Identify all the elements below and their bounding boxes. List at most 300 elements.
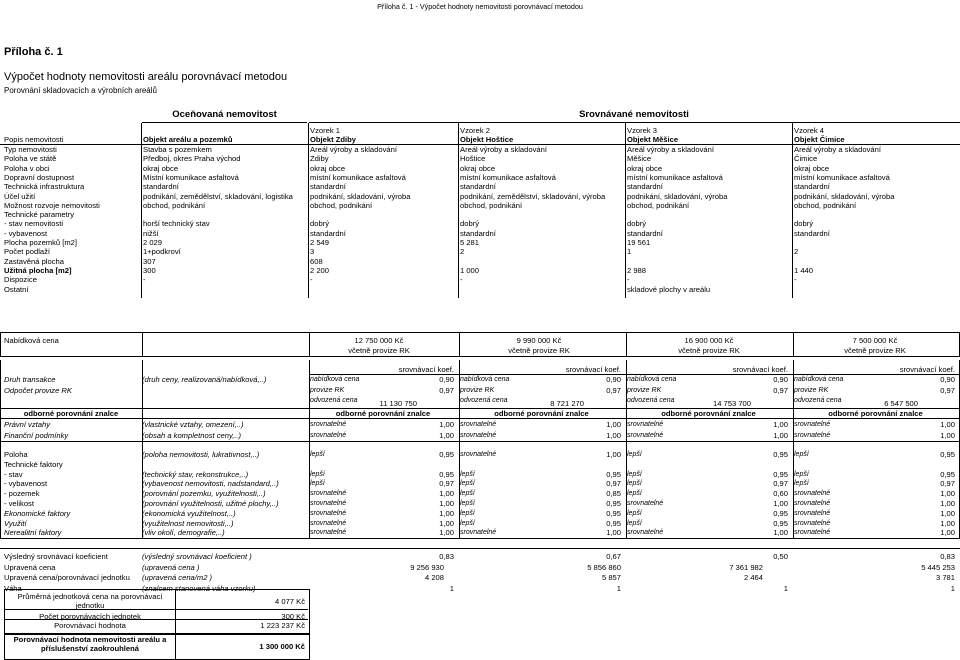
sample-assessment: lepší: [794, 480, 809, 488]
sample-adjust-text: nabídková cena: [460, 376, 510, 383]
derived-price: 6 547 500: [884, 399, 918, 408]
summary-value: 4 077 Kč: [275, 597, 305, 606]
desc-value: Místní komunikace asfaltová: [143, 172, 239, 182]
desc-value: standardní: [310, 182, 346, 192]
rule-line: [626, 332, 627, 356]
sample-assessment: lepší: [794, 451, 809, 458]
sample-coef: 1,00: [439, 489, 454, 499]
sample-label: Vzorek 1: [310, 126, 340, 135]
desc-value: standardní: [460, 228, 496, 238]
adjust-desc: (vybavenost nemovitosti, nadstandard,..): [142, 479, 279, 489]
coef-header: srovnávací koef.: [899, 365, 955, 374]
rule-line: [0, 332, 960, 333]
sample-assessment: lepší: [460, 509, 475, 517]
adjust-label: Odpočet provize RK: [4, 385, 72, 395]
result-value: 0,50: [773, 552, 788, 561]
sample-coef: 1,00: [606, 450, 621, 459]
coef-header: srovnávací koef.: [565, 365, 621, 374]
desc-value: Areál výroby a skladování: [627, 145, 714, 154]
sample-assessment: srovnatelné: [794, 500, 831, 507]
summary-value: 1 223 237 Kč: [260, 621, 305, 630]
desc-value: -: [143, 275, 146, 285]
rule-line: [0, 356, 960, 357]
adjust-label: Ekonomické faktory: [4, 508, 71, 518]
sample-assessment: srovnatelné: [794, 509, 831, 517]
desc-value: standardní: [310, 228, 346, 238]
desc-value: standardní: [627, 228, 663, 238]
sample-coef: 0,90: [606, 375, 621, 384]
sample-coef: 0,95: [439, 469, 454, 479]
sample-assessment: lepší: [310, 470, 325, 478]
offer-price: 16 900 000 Kč: [684, 336, 734, 345]
coef-header: srovnávací koef.: [398, 365, 454, 374]
sample-coef: 0,95: [606, 499, 621, 508]
result-value: 9 256 930: [410, 562, 444, 572]
rule-line: [625, 123, 626, 298]
sample-label: Vzorek 3: [627, 126, 657, 135]
desc-value: 1+podkroví: [143, 247, 181, 257]
desc-value: podnikání, skladování, výroba: [627, 191, 728, 201]
result-value: 5 856 860: [587, 562, 621, 572]
sample-coef: 0,97: [439, 385, 454, 395]
desc-value: místní komunikace asfaltová: [627, 172, 723, 182]
derived-price: 8 721 270: [550, 399, 584, 408]
sample-assessment: lepší: [460, 519, 475, 527]
desc-value: 2 200: [310, 265, 330, 275]
desc-value: Čimice: [794, 154, 818, 164]
sample-coef: 1,00: [439, 518, 454, 528]
sample-assessment: srovnatelné: [310, 500, 347, 507]
desc-value: podnikání, skladování, výroba: [794, 191, 895, 201]
result-value: 1: [950, 583, 955, 593]
desc-label: Poloha ve státě: [4, 154, 57, 164]
sample-coef: 1,00: [940, 499, 955, 508]
sample-coef: 1,00: [439, 499, 454, 508]
desc-value: okraj obce: [794, 163, 830, 173]
result-value: 1: [616, 583, 621, 593]
offer-note: včetně provize RK: [348, 346, 410, 355]
desc-label: Dopravní dostupnost: [4, 172, 75, 182]
offer-price: 7 500 000 Kč: [852, 336, 898, 345]
desc-value: obchod, podnikání: [627, 200, 690, 210]
rule-line: [0, 548, 960, 549]
desc-label: Poloha v obci: [4, 163, 50, 173]
sample-adjust-text: provize RK: [794, 386, 829, 394]
desc-value: Měšice: [627, 154, 652, 164]
result-value: 5 857: [601, 573, 621, 582]
adjust-label: - vybavenost: [4, 479, 48, 489]
desc-value: dobrý: [794, 219, 813, 229]
desc-label: Možnost rozvoje nemovitosti: [4, 200, 100, 210]
sample-adjust-text: odvozená cena: [627, 397, 675, 404]
result-label: Upravená cena: [4, 562, 56, 572]
sample-assessment: srovnatelné: [627, 500, 664, 507]
sample-assessment: srovnatelné: [460, 421, 497, 428]
desc-value: podnikání, zemědělství, skladování, logistika: [143, 191, 293, 201]
rule-line: [309, 332, 310, 356]
sample-coef: 1,00: [940, 528, 955, 538]
adjust-label: Nerealitní faktory: [4, 528, 62, 538]
expert-label: odborné porovnání znalce: [494, 409, 589, 418]
result-value: 2 464: [743, 573, 763, 582]
result-value: 1: [449, 583, 454, 593]
rule-line: [4, 619, 308, 620]
desc-value: 1: [627, 247, 632, 257]
sample-coef: 0,95: [606, 518, 621, 528]
sample-coef: 0,97: [606, 479, 621, 489]
desc-value: 19 561: [627, 238, 651, 247]
desc-value: standardní: [794, 228, 830, 238]
sample-assessment: lepší: [627, 451, 642, 458]
adjust-desc: (porovnání pozemku, využitelnosti,..): [142, 489, 266, 499]
rule-line: [0, 441, 960, 442]
rule-line: [459, 332, 460, 356]
sample-assessment: srovnatelné: [794, 421, 831, 428]
desc-value: Předboj, okres Praha východ: [143, 154, 241, 164]
desc-label: Popis nemovitosti: [4, 135, 64, 144]
sample-coef: 0,95: [773, 450, 788, 459]
desc-value: obchod, podnikání: [794, 200, 857, 210]
desc-label: Technická infrastruktura: [4, 182, 85, 192]
sample-adjust-text: provize RK: [310, 386, 345, 394]
sample-assessment: srovnatelné: [310, 421, 347, 428]
sample-assessment: srovnatelné: [460, 431, 497, 439]
sample-coef: 0,97: [773, 385, 788, 395]
sample-coef: 0,95: [439, 450, 454, 459]
desc-value: horší technický stav: [143, 219, 210, 229]
desc-value: okraj obce: [627, 163, 663, 173]
adjust-desc: (vlastnické vztahy, omezení,..): [142, 420, 244, 429]
derived-price: 11 130 750: [379, 399, 417, 408]
sample-adjust-text: odvozená cena: [794, 397, 842, 404]
rule-line: [0, 332, 1, 356]
desc-value: 3: [310, 247, 315, 257]
valued-group-heading: Oceňovaná nemovitost: [172, 109, 277, 120]
offer-label: Nabídková cena: [4, 336, 59, 345]
sample-assessment: srovnatelné: [627, 431, 664, 439]
result-value: 5 445 253: [921, 562, 955, 572]
desc-value: okraj obce: [460, 163, 496, 173]
desc-label: Dispozice: [4, 275, 37, 285]
adjust-desc: (technický stav, rekonstrukce,..): [142, 469, 249, 479]
desc-value: Areál výroby a skladování: [794, 145, 881, 154]
desc-value: standardní: [794, 182, 830, 192]
desc-value: místní komunikace asfaltová: [460, 172, 556, 182]
running-header: Příloha č. 1 - Výpočet hodnoty nemovitosti porovnávací metodou: [377, 2, 583, 11]
sample-coef: 0,95: [773, 469, 788, 479]
summary-label: Počet porovnávacích jednotek: [39, 612, 141, 621]
rule-line: [793, 360, 794, 538]
result-desc: (výsledný srovnávací koeficient ): [142, 552, 252, 561]
adjust-label: - velikost: [4, 499, 34, 508]
page-subtitle: Porovnání skladovacích a výrobních areálů: [4, 86, 157, 95]
result-label: Upravená cena/porovnávací jednotku: [4, 573, 130, 582]
sample-assessment: srovnatelné: [794, 529, 831, 537]
rule-line: [308, 123, 309, 298]
desc-label: Plocha pozemků [m2]: [4, 238, 78, 247]
sample-assessment: srovnatelné: [460, 451, 497, 458]
sample-coef: 1,00: [773, 430, 788, 440]
rule-line: [309, 360, 310, 538]
adjust-label: Finanční podmínky: [4, 430, 69, 440]
sample-coef: 1,00: [940, 430, 955, 440]
rule-line: [792, 123, 793, 298]
page-title: Výpočet hodnoty nemovitosti areálu porovnávací metodou: [4, 71, 288, 83]
sample-assessment: srovnatelné: [310, 431, 347, 439]
sample-assessment: lepší: [627, 490, 642, 498]
desc-value: 2 029: [143, 238, 163, 247]
sample-label: Vzorek 2: [460, 126, 490, 135]
rule-line: [0, 360, 1, 538]
offer-note: včetně provize RK: [844, 346, 906, 355]
sample-assessment: srovnatelné: [627, 529, 664, 537]
adjust-desc: (vliv okolí, demografie,..): [142, 528, 225, 538]
sample-assessment: srovnatelné: [794, 519, 831, 527]
desc-value: 1 440: [794, 265, 814, 275]
summary-label: Porovnávací hodnota: [54, 621, 126, 630]
derived-price: 14 753 700: [712, 399, 751, 408]
desc-value: okraj obce: [310, 163, 346, 173]
sample-assessment: lepší: [627, 509, 642, 517]
sample-coef: 0,95: [606, 508, 621, 518]
sample-coef: 1,00: [940, 489, 955, 499]
result-value: 0,83: [439, 552, 454, 561]
result-value: 1: [783, 583, 788, 593]
expert-label: odborné porovnání znalce: [828, 409, 923, 418]
desc-label: Zastavěná plocha: [4, 256, 64, 266]
offer-price: 12 750 000 Kč: [354, 336, 404, 345]
sample-assessment: srovnatelné: [794, 431, 831, 439]
sample-coef: 0,95: [606, 469, 621, 479]
sample-assessment: lepší: [627, 480, 642, 488]
adjust-label: - pozemek: [4, 489, 40, 499]
desc-value: dobrý: [460, 219, 479, 229]
desc-value: Areál výroby a skladování: [310, 145, 397, 154]
sample-adjust-text: nabídková cena: [794, 376, 844, 383]
sample-coef: 0,90: [439, 375, 454, 384]
desc-value: místní komunikace asfaltová: [794, 172, 890, 182]
result-value: 7 361 982: [729, 562, 763, 572]
adjust-label: Právní vztahy: [4, 420, 51, 429]
result-desc: (znalcem stanovená váha vzorku): [142, 583, 256, 593]
sample-coef: 1,00: [773, 499, 788, 508]
desc-value: standardní: [143, 182, 179, 192]
desc-value: obchod, podnikání: [460, 200, 523, 210]
adjust-desc: (ekonomická využitelnost,..): [142, 508, 236, 518]
sample-adjust-text: nabídková cena: [310, 376, 360, 383]
sample-coef: 0,97: [940, 479, 955, 489]
sample-coef: 1,00: [606, 528, 621, 538]
desc-value: -: [460, 275, 463, 285]
desc-value: Areál výroby a skladování: [460, 145, 547, 154]
object-name: Objekt Měšice: [627, 135, 679, 144]
sample-assessment: lepší: [627, 519, 642, 527]
final-value: 1 300 000 Kč: [259, 642, 305, 651]
sample-adjust-text: odvozená cena: [310, 397, 358, 404]
object-name: Objekt Čimice: [794, 135, 845, 144]
sample-coef: 0,60: [773, 489, 788, 499]
desc-value: 2: [460, 247, 465, 257]
object-name: Objekt Zdiby: [310, 135, 356, 144]
sample-coef: 0,90: [940, 375, 955, 384]
offer-note: včetně provize RK: [508, 346, 570, 355]
desc-label: - vybavenost: [4, 228, 48, 238]
result-label: Výsledný srovnávací koeficient: [4, 552, 108, 561]
sample-adjust-text: provize RK: [627, 386, 662, 394]
desc-value: nižší: [143, 228, 159, 238]
desc-value: Zdiby: [310, 154, 329, 164]
sample-coef: 1,00: [606, 420, 621, 429]
desc-label: - stav nemovitosti: [4, 219, 64, 229]
sample-coef: 0,95: [773, 508, 788, 518]
final-label: Porovnávací hodnota nemovitosti areálu a příslušenství zaokrouhlená: [13, 635, 167, 653]
result-value: 0,67: [606, 552, 621, 561]
adjust-label: Poloha: [4, 450, 28, 459]
sample-assessment: srovnatelné: [310, 529, 347, 537]
compared-group-heading: Srovnávané nemovitosti: [579, 109, 689, 120]
desc-label: Počet podlaží: [4, 247, 51, 257]
desc-value: okraj obce: [143, 163, 179, 173]
adjust-label: Druh transakce: [4, 375, 56, 384]
sample-assessment: srovnatelné: [460, 529, 497, 537]
desc-value: Hoštice: [460, 154, 486, 164]
result-value: 3 781: [935, 573, 955, 582]
desc-value: 307: [143, 256, 156, 266]
sample-coef: 0,97: [606, 385, 621, 395]
sample-coef: 0,97: [439, 479, 454, 489]
desc-value: 2 549: [310, 238, 330, 247]
rule-line: [142, 122, 307, 123]
sample-label: Vzorek 4: [794, 126, 824, 135]
object-name: Objekt Hoštice: [460, 135, 514, 144]
desc-label: Ostatní: [4, 284, 29, 294]
desc-value: 5 281: [460, 238, 480, 247]
sample-coef: 1,00: [439, 528, 454, 538]
offer-price: 9 990 000 Kč: [516, 336, 562, 345]
desc-value: podnikání, zemědělství, skladování, výroba: [460, 191, 606, 201]
rule-line: [0, 418, 960, 419]
adjust-desc: (porovnání využitelnosti, užitné plochy,..): [142, 499, 279, 508]
sample-coef: 1,00: [773, 420, 788, 429]
sample-adjust-text: provize RK: [460, 386, 495, 394]
desc-label: Účel užití: [4, 191, 36, 201]
sample-adjust-text: odvozená cena: [460, 397, 508, 404]
rule-line: [458, 123, 459, 298]
desc-value: standardní: [460, 182, 496, 192]
desc-value: 2: [794, 247, 799, 257]
sample-assessment: srovnatelné: [310, 509, 347, 517]
sample-adjust-text: nabídková cena: [627, 376, 677, 383]
expert-label: odborné porovnání znalce: [23, 409, 119, 418]
sample-coef: 0,97: [773, 479, 788, 489]
desc-value: Stavba s pozemkem: [143, 145, 212, 154]
adjust-desc: (poloha nemovitosti, lukrativnost,..): [142, 450, 260, 459]
result-desc: (upravená cena ): [142, 562, 200, 572]
sample-coef: 0,95: [773, 518, 788, 528]
desc-value: 608: [310, 256, 323, 266]
object-name: Objekt areálu a pozemků: [143, 135, 233, 144]
result-value: 0,83: [940, 552, 955, 561]
sample-coef: 0,95: [940, 450, 955, 459]
rule-line: [793, 332, 794, 356]
sample-assessment: lepší: [460, 480, 475, 488]
result-desc: (upravená cena/m2 ): [142, 573, 213, 582]
result-value: 4 208: [424, 573, 444, 582]
rule-line: [309, 122, 960, 123]
sample-coef: 1,00: [439, 420, 454, 429]
rule-line: [0, 538, 960, 539]
rule-line: [142, 332, 143, 356]
sample-assessment: srovnatelné: [627, 421, 664, 428]
sample-coef: 0,90: [773, 375, 788, 384]
coef-header: srovnávací koef.: [732, 365, 788, 374]
sample-coef: 1,00: [773, 528, 788, 538]
sample-assessment: lepší: [460, 470, 475, 478]
expert-label: odborné porovnání znalce: [661, 409, 756, 418]
sample-assessment: lepší: [460, 490, 475, 498]
rule-line: [4, 609, 308, 610]
result-label: Váha: [4, 583, 22, 593]
sample-assessment: lepší: [310, 480, 325, 488]
desc-value: standardní: [627, 182, 663, 192]
sample-coef: 1,00: [439, 430, 454, 440]
rule-line: [459, 360, 460, 538]
summary-value: 300 Kč: [281, 612, 305, 621]
sample-coef: 1,00: [940, 508, 955, 518]
sample-assessment: srovnatelné: [310, 519, 347, 527]
rule-line: [175, 589, 176, 633]
adjust-desc: (využitelnost nemovitosti,..): [142, 518, 234, 528]
desc-label: Technické parametry: [4, 210, 75, 220]
annex-label: Příloha č. 1: [4, 46, 63, 58]
desc-value: -: [310, 275, 313, 285]
desc-value: -: [627, 275, 630, 285]
adjust-label: - stav: [4, 469, 23, 479]
desc-label: Užitná plocha [m2]: [4, 265, 72, 275]
rule-line: [626, 360, 627, 538]
rule-line: [175, 634, 176, 659]
desc-value: obchod, podnikání: [310, 200, 373, 210]
sample-coef: 1,00: [940, 420, 955, 429]
sample-coef: 1,00: [940, 518, 955, 528]
sample-assessment: lepší: [460, 500, 475, 507]
adjust-desc: (druh ceny, realizovaná/nabídková,..): [142, 375, 267, 384]
desc-value: 1 000: [460, 265, 480, 275]
sample-assessment: srovnatelné: [794, 490, 831, 498]
desc-value: obchod, podnikání: [143, 200, 206, 210]
sample-coef: 1,00: [606, 430, 621, 440]
expert-label: odborné porovnání znalce: [335, 409, 431, 418]
sample-coef: 0,85: [606, 489, 621, 499]
summary-label: Průměrná jednotková cena na porovnávací jednotku: [17, 592, 163, 610]
desc-label: Typ nemovitosti: [4, 145, 57, 154]
rule-line: [142, 360, 143, 538]
adjust-label: Využití: [4, 518, 27, 528]
desc-value: dobrý: [627, 219, 646, 229]
adjust-desc: (obsah a kompletnost ceny,..): [142, 430, 242, 440]
desc-value: místní komunikace asfaltová: [310, 172, 406, 182]
rule-line: [141, 123, 142, 298]
sample-assessment: lepší: [627, 470, 642, 478]
desc-value: -: [794, 275, 797, 285]
desc-value: dobrý: [310, 219, 329, 229]
sample-assessment: lepší: [794, 470, 809, 478]
offer-note: včetně provize RK: [678, 346, 740, 355]
sample-assessment: srovnatelné: [310, 490, 347, 498]
sample-assessment: lepší: [310, 451, 325, 458]
desc-value: skladové plochy v areálu: [627, 284, 711, 294]
sample-coef: 1,00: [439, 508, 454, 518]
